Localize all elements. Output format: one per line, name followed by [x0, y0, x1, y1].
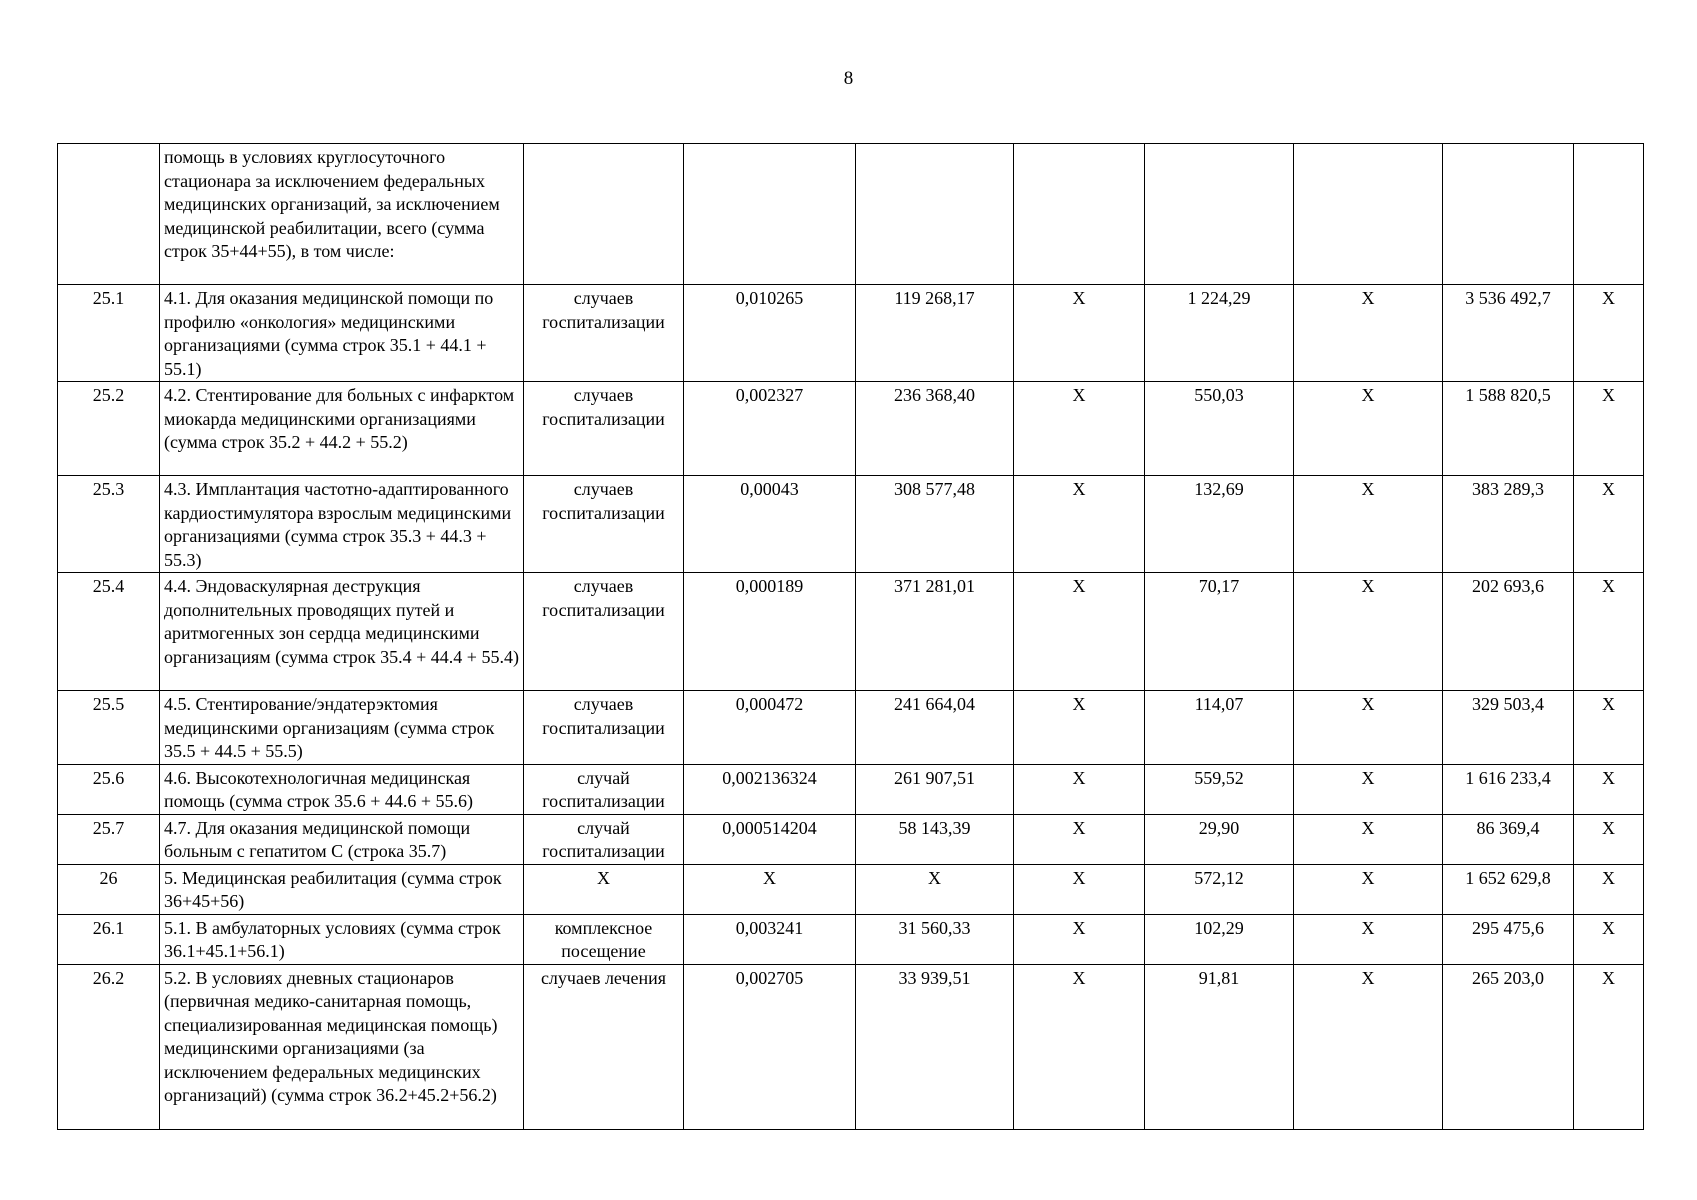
row-value-2: 371 281,01 — [856, 573, 1014, 691]
row-unit — [524, 144, 684, 285]
row-value-7: Х — [1574, 573, 1644, 691]
row-unit: случаев лечения — [524, 964, 684, 1129]
row-value-2: 236 368,40 — [856, 382, 1014, 476]
row-value-4: 1 224,29 — [1145, 285, 1294, 382]
row-number: 25.7 — [58, 814, 160, 864]
row-value-7: Х — [1574, 814, 1644, 864]
row-value-7: Х — [1574, 914, 1644, 964]
row-value-4: 102,29 — [1145, 914, 1294, 964]
row-value-5: Х — [1294, 573, 1443, 691]
row-value-5: Х — [1294, 285, 1443, 382]
row-value-3 — [1014, 144, 1145, 285]
row-value-1: 0,002136324 — [684, 764, 856, 814]
row-value-3: Х — [1014, 476, 1145, 573]
row-value-2: 308 577,48 — [856, 476, 1014, 573]
row-number: 25.1 — [58, 285, 160, 382]
row-unit: случай госпитализации — [524, 764, 684, 814]
row-number: 25.5 — [58, 691, 160, 765]
row-number: 25.3 — [58, 476, 160, 573]
row-value-6: 1 652 629,8 — [1443, 864, 1574, 914]
row-unit: случаев госпитализации — [524, 382, 684, 476]
row-value-1: 0,010265 — [684, 285, 856, 382]
row-value-1 — [684, 144, 856, 285]
row-value-2: 33 939,51 — [856, 964, 1014, 1129]
row-name: 5. Медицинская реабилитация (сумма строк 36+45+56) — [160, 864, 524, 914]
row-value-5: Х — [1294, 914, 1443, 964]
row-value-6: 295 475,6 — [1443, 914, 1574, 964]
table-row — [58, 914, 1644, 964]
row-value-3: Х — [1014, 764, 1145, 814]
row-value-4: 70,17 — [1145, 573, 1294, 691]
row-value-6 — [1443, 144, 1574, 285]
row-value-2: 261 907,51 — [856, 764, 1014, 814]
row-value-1: 0,00043 — [684, 476, 856, 573]
row-value-4: 91,81 — [1145, 964, 1294, 1129]
row-value-4 — [1145, 144, 1294, 285]
row-name: 4.6. Высокотехнологичная медицинская помощь (сумма строк 35.6 + 44.6 + 55.6) — [160, 764, 524, 814]
row-name: 4.2. Стентирование для больных с инфарктом миокарда медицинскими организациями (сумма строк 35.2 + 44.2 + 55.2) — [160, 382, 524, 476]
row-unit: Х — [524, 864, 684, 914]
data-table — [57, 143, 1644, 1130]
table-row — [58, 476, 1644, 573]
row-name: 5.1. В амбулаторных условиях (сумма строк 36.1+45.1+56.1) — [160, 914, 524, 964]
row-value-1: 0,000189 — [684, 573, 856, 691]
row-value-2: Х — [856, 864, 1014, 914]
row-value-3: Х — [1014, 573, 1145, 691]
row-value-3: Х — [1014, 691, 1145, 765]
row-value-6: 383 289,3 — [1443, 476, 1574, 573]
row-number: 26.2 — [58, 964, 160, 1129]
row-value-4: 572,12 — [1145, 864, 1294, 914]
row-value-6: 265 203,0 — [1443, 964, 1574, 1129]
row-unit: случай госпитализации — [524, 814, 684, 864]
row-unit: комплексное посещение — [524, 914, 684, 964]
row-value-6: 1 588 820,5 — [1443, 382, 1574, 476]
row-value-3: Х — [1014, 814, 1145, 864]
table-row — [58, 691, 1644, 765]
table-body — [58, 144, 1644, 1130]
row-name: 4.3. Имплантация частотно-адаптированного кардиостимулятора взрослым медицинскими организациями (сумма строк 35.3 + 44.3 + 55.3) — [160, 476, 524, 573]
table-row — [58, 764, 1644, 814]
row-value-6: 86 369,4 — [1443, 814, 1574, 864]
row-value-4: 559,52 — [1145, 764, 1294, 814]
row-unit: случаев госпитализации — [524, 573, 684, 691]
row-value-7: Х — [1574, 864, 1644, 914]
row-value-7: Х — [1574, 691, 1644, 765]
table-row — [58, 285, 1644, 382]
row-value-5: Х — [1294, 764, 1443, 814]
row-value-5: Х — [1294, 814, 1443, 864]
row-value-3: Х — [1014, 914, 1145, 964]
row-value-1: Х — [684, 864, 856, 914]
row-value-3: Х — [1014, 864, 1145, 914]
row-number: 26.1 — [58, 914, 160, 964]
row-name: 4.5. Стентирование/эндатерэктомия медицинскими организациям (сумма строк 35.5 + 44.5 + 55.5) — [160, 691, 524, 765]
row-name: 5.2. В условиях дневных стационаров (первичная медико-санитарная помощь, специализированная медицинская помощь) медицинскими организациями (за исключением федеральных медицинских организаций) (сумма строк 36.2+45.2+56.2) — [160, 964, 524, 1129]
page-number: 8 — [843, 68, 854, 89]
row-number: 25.2 — [58, 382, 160, 476]
row-value-7: Х — [1574, 382, 1644, 476]
row-value-4: 29,90 — [1145, 814, 1294, 864]
row-name: помощь в условиях круглосуточного стационара за исключением федеральных медицинских организаций, за исключением медицинской реабилитации, всего (сумма строк 35+44+55), в том числе: — [160, 144, 524, 285]
row-value-5: Х — [1294, 964, 1443, 1129]
row-value-7: Х — [1574, 476, 1644, 573]
row-value-6: 3 536 492,7 — [1443, 285, 1574, 382]
row-value-2: 119 268,17 — [856, 285, 1014, 382]
row-value-7: Х — [1574, 285, 1644, 382]
row-value-3: Х — [1014, 382, 1145, 476]
row-number: 25.4 — [58, 573, 160, 691]
row-value-1: 0,003241 — [684, 914, 856, 964]
table-row — [58, 144, 1644, 285]
table-row — [58, 964, 1644, 1129]
row-value-1: 0,000472 — [684, 691, 856, 765]
row-unit: случаев госпитализации — [524, 285, 684, 382]
table-row — [58, 382, 1644, 476]
row-value-5 — [1294, 144, 1443, 285]
table-row — [58, 864, 1644, 914]
row-value-3: Х — [1014, 285, 1145, 382]
row-unit: случаев госпитализации — [524, 476, 684, 573]
row-value-4: 114,07 — [1145, 691, 1294, 765]
row-number — [58, 144, 160, 285]
row-number: 25.6 — [58, 764, 160, 814]
table-row — [58, 573, 1644, 691]
row-value-2: 31 560,33 — [856, 914, 1014, 964]
row-value-6: 329 503,4 — [1443, 691, 1574, 765]
row-value-1: 0,000514204 — [684, 814, 856, 864]
row-value-7: Х — [1574, 964, 1644, 1129]
row-value-4: 132,69 — [1145, 476, 1294, 573]
row-value-6: 202 693,6 — [1443, 573, 1574, 691]
row-value-6: 1 616 233,4 — [1443, 764, 1574, 814]
row-value-5: Х — [1294, 864, 1443, 914]
row-value-3: Х — [1014, 964, 1145, 1129]
row-value-1: 0,002705 — [684, 964, 856, 1129]
row-value-1: 0,002327 — [684, 382, 856, 476]
row-name: 4.1. Для оказания медицинской помощи по профилю «онкология» медицинскими организациями (сумма строк 35.1 + 44.1 + 55.1) — [160, 285, 524, 382]
row-value-7: Х — [1574, 764, 1644, 814]
row-value-7 — [1574, 144, 1644, 285]
row-value-5: Х — [1294, 382, 1443, 476]
row-name: 4.4. Эндоваскулярная деструкция дополнительных проводящих путей и аритмогенных зон сердца медицинскими организациям (сумма строк 35.4 + 44.4 + 55.4) — [160, 573, 524, 691]
row-value-2: 58 143,39 — [856, 814, 1014, 864]
table-row — [58, 814, 1644, 864]
row-name: 4.7. Для оказания медицинской помощи больным с гепатитом С (строка 35.7) — [160, 814, 524, 864]
row-value-5: Х — [1294, 691, 1443, 765]
row-unit: случаев госпитализации — [524, 691, 684, 765]
row-value-2 — [856, 144, 1014, 285]
row-number: 26 — [58, 864, 160, 914]
row-value-4: 550,03 — [1145, 382, 1294, 476]
row-value-5: Х — [1294, 476, 1443, 573]
row-value-2: 241 664,04 — [856, 691, 1014, 765]
